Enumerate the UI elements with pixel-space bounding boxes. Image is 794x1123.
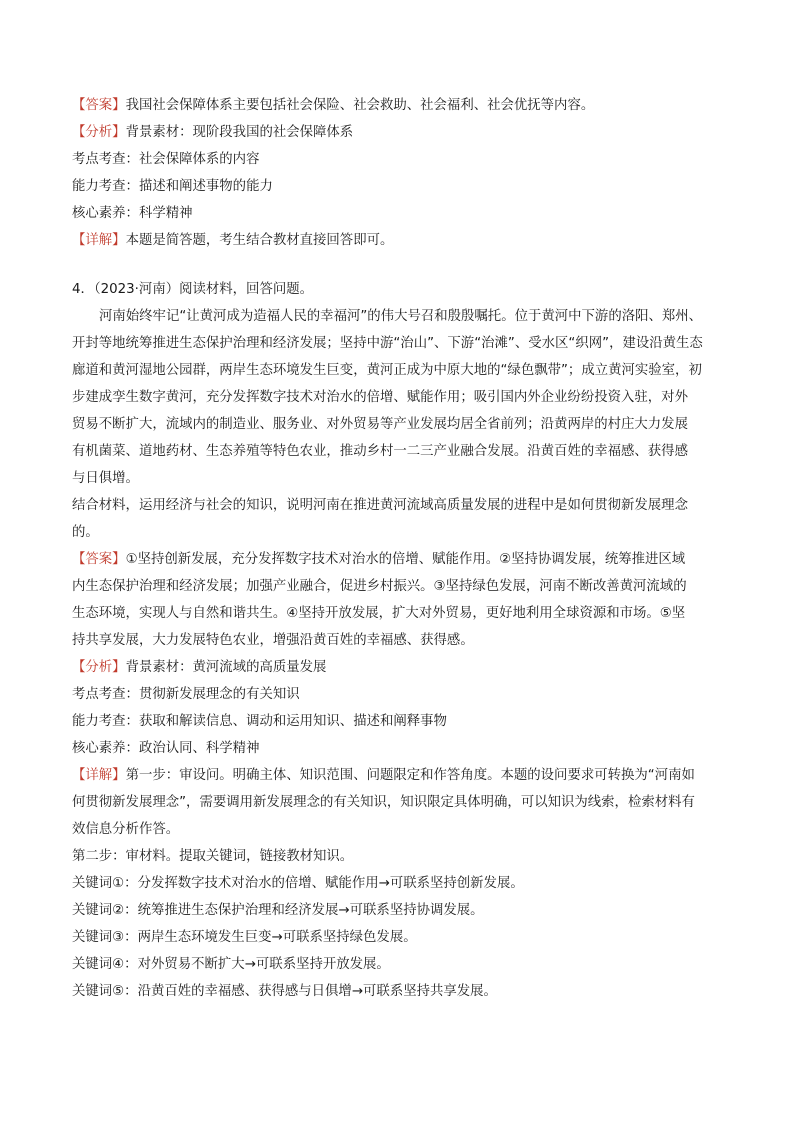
answer-text: ①坚持创新发展，充分发挥数字技术对治水的倍增、赋能作用。②坚持协调发展，统筹推进区域 <box>125 552 686 567</box>
answer-line <box>72 92 724 119</box>
suyang-line: 核心素养：科学精神 <box>72 206 193 221</box>
nengli-line: 能力考查：描述和阐述事物的能力 <box>72 179 273 194</box>
analysis-line <box>72 119 724 146</box>
material-line: 有机菌菜、道地药材、生态养殖等特色农业，推动乡村一二三产业融合发展。沿黄百姓的幸福感、获得感 <box>72 444 688 459</box>
answer-line <box>72 546 724 573</box>
material-line: 步建成孪生数字黄河，充分发挥数字技术对治水的倍增、赋能作用；吸引国内外企业纷纷投资入驻，对外 <box>72 390 688 405</box>
kaodian-line: 考点考查：贯彻新发展理念的有关知识 <box>72 687 300 702</box>
detail-tag: 【详解】 <box>72 233 126 248</box>
keyword-item: 关键词⑤：沿黄百姓的幸福感、获得感与日俱增→可联系坚持共享发展。 <box>72 984 497 999</box>
material-line: 廊道和黄河湿地公园群，两岸生态环境发生巨变，黄河正成为中原大地的“绿色飘带”；成立黄河实验室，初 <box>72 363 702 378</box>
keyword-item: 关键词④：对外贸易不断扩大→可联系坚持开放发展。 <box>72 957 390 972</box>
question-header: 4．（2023·河南）阅读材料，回答问题。 <box>72 282 314 297</box>
answer-line: 持共享发展，大力发展特色农业，增强沿黄百姓的幸福感、获得感。 <box>72 633 474 648</box>
analysis-tag: 【分析】 <box>72 660 126 675</box>
question-prompt <box>72 492 724 546</box>
answer-tag: 【答案】 <box>72 552 126 567</box>
analysis-tag: 【分析】 <box>72 125 126 140</box>
prompt-line: 结合材料，运用经济与社会的知识，说明河南在推进黄河流域高质量发展的进程中是如何贯彻新发展理念 <box>72 498 688 513</box>
material-line: 开封等地统筹推进生态保护治理和经济发展；坚持中游“治山”、下游“治滩”、受水区“织网”，建设沿黄生态 <box>72 336 703 351</box>
analysis-text: 背景素材：黄河流域的高质量发展 <box>125 660 327 675</box>
kaodian-line: 考点考查：社会保障体系的内容 <box>72 152 260 167</box>
document-page <box>72 92 724 1005</box>
material-line: 河南始终牢记“让黄河成为造福人民的幸福河”的伟大号召和殷殷嘱托。位于黄河中下游的洛阳、郑州、 <box>99 309 703 324</box>
answer-block <box>72 546 724 654</box>
material-block <box>72 303 724 492</box>
prompt-line: 的。 <box>72 525 99 540</box>
keyword-item: 关键词②：统筹推进生态保护治理和经济发展→可联系坚持协调发展。 <box>72 903 484 918</box>
answer-line: 生态环境，实现人与自然和谐共生。④坚持开放发展，扩大对外贸易，更好地利用全球资源和市场。⑤坚 <box>72 606 686 621</box>
detail-line <box>72 227 724 254</box>
suyang-line: 核心素养：政治认同、科学精神 <box>72 741 260 756</box>
keyword-item: 关键词①：分发挥数字技术对治水的倍增、赋能作用→可联系坚持创新发展。 <box>72 876 524 891</box>
nengli-line: 能力考查：获取和解读信息、调动和运用知识、描述和阐释事物 <box>72 714 447 729</box>
detail-line: 何贯彻新发展理念”，需要调用新发展理念的有关知识，知识限定具体明确，可以知识为线索，检索材料有 <box>72 795 695 810</box>
answer-text: 我国社会保障体系主要包括社会保险、社会救助、社会福利、社会优抚等内容。 <box>125 98 595 113</box>
detail-block <box>72 762 724 843</box>
detail-text: 本题是简答题，考生结合教材直接回答即可。 <box>125 233 394 248</box>
keyword-list <box>72 870 724 1005</box>
material-line: 贸易不断扩大，流域内的制造业、服务业、对外贸易等产业发展均居全省前列；沿黄两岸的村庄大力发展 <box>72 417 688 432</box>
analysis-line <box>72 654 724 681</box>
answer-tag: 【答案】 <box>72 98 126 113</box>
detail-text: 第一步：审设问。明确主体、知识范围、问题限定和作答角度。本题的设问要求可转换为“河南如 <box>125 768 695 783</box>
answer-line: 内生态保护治理和经济发展；加强产业融合，促进乡村振兴。③坚持绿色发展，河南不断改善黄河流域的 <box>72 579 687 594</box>
analysis-text: 背景素材：现阶段我国的社会保障体系 <box>125 125 354 140</box>
step2-line: 第二步：审材料。提取关键词，链接教材知识。 <box>72 849 354 864</box>
detail-line <box>72 762 724 789</box>
detail-tag: 【详解】 <box>72 768 126 783</box>
material-line: 与日俱增。 <box>72 471 139 486</box>
detail-line: 效信息分析作答。 <box>72 822 180 837</box>
keyword-item: 关键词③：两岸生态环境发生巨变→可联系坚持绿色发展。 <box>72 930 417 945</box>
